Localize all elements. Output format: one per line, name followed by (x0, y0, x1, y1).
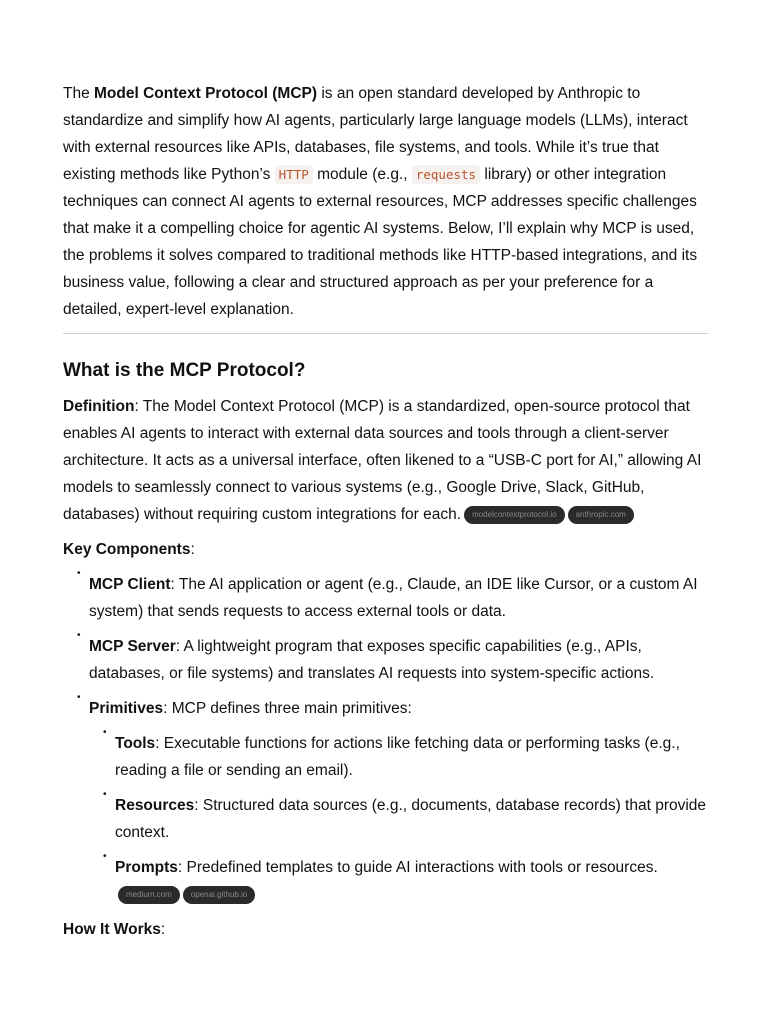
bullet-icon: • (77, 630, 81, 641)
bullet-icon: • (77, 568, 81, 579)
key-components-colon: : (190, 541, 195, 558)
list-item (89, 727, 708, 784)
intro-paragraph (63, 80, 708, 323)
list-item (63, 630, 708, 687)
source-chip-anthropic[interactable]: anthropic.com (568, 506, 634, 524)
component-text: : MCP defines three main primitives: (163, 700, 412, 717)
key-components-title: Key Components (63, 541, 191, 558)
source-chip-openai-github[interactable]: openai.github.io (183, 886, 256, 904)
list-item (63, 568, 708, 625)
section-divider (63, 333, 708, 334)
how-it-works-colon: : (160, 921, 166, 938)
intro-text-3: module (e.g., (312, 166, 412, 183)
inline-code-requests: requests (412, 165, 480, 184)
component-label: Primitives (89, 700, 164, 717)
component-mcp-server (89, 633, 708, 687)
key-components-label (63, 536, 708, 563)
source-chip-modelcontextprotocol[interactable]: modelcontextprotocol.io (464, 506, 565, 524)
list-item (63, 692, 708, 908)
component-text: : A lightweight program that exposes specific capabilities (e.g., APIs, databases, or file systems) and translates AI requests into system-specific actions. (89, 638, 655, 682)
list-item (89, 851, 708, 908)
primitive-resources (115, 792, 708, 846)
intro-text-2: is an open standard developed by Anthropic to standardize and simplify how AI agents, particularly large language models (LLMs), interact with external resources like APIs, databases, file systems, and tools. While it’s true that existing methods like Python’s (63, 85, 688, 183)
bullet-icon: • (103, 789, 107, 800)
component-label: MCP Client (89, 576, 171, 593)
primitive-text: : Structured data sources (e.g., documents, database records) that provide context. (115, 797, 707, 841)
how-it-works-title: How It Works (63, 921, 161, 938)
primitive-text: : Executable functions for actions like fetching data or performing tasks (e.g., reading a file or sending an email). (115, 735, 680, 779)
list-item (89, 789, 708, 846)
component-primitives (89, 695, 708, 722)
intro-text-1: The (63, 85, 95, 102)
primitive-text: : Predefined templates to guide AI interactions with tools or resources. (177, 859, 658, 876)
primitive-label: Tools (115, 735, 156, 752)
inline-code-http: HTTP (275, 165, 313, 184)
primitive-label: Prompts (115, 859, 178, 876)
definition-label: Definition (63, 398, 135, 415)
source-chip-medium[interactable]: medium.com (118, 886, 180, 904)
bullet-icon: • (77, 692, 81, 703)
primitive-label: Resources (115, 797, 195, 814)
how-it-works-label (63, 916, 708, 943)
definition-paragraph (63, 393, 708, 528)
component-mcp-client (89, 571, 708, 625)
intro-text-4: library) or other integration techniques can connect AI agents to external resources, MCP addresses specific challenges that make it a compelling choice for agentic AI systems. Below, I’ll explain why MCP is used, the problems it solves compared to traditional methods like HTTP-based integrations, and its business value, following a clear and structured approach as per your preference for a detailed, expert-level explanation. (63, 166, 698, 318)
component-label: MCP Server (89, 638, 176, 655)
bullet-icon: • (103, 727, 107, 738)
bullet-icon: • (103, 851, 107, 862)
section-heading: What is the MCP Protocol? (63, 360, 306, 381)
primitive-tools (115, 730, 708, 784)
component-text: : The AI application or agent (e.g., Claude, an IDE like Cursor, or a custom AI system) that sends requests to access external tools or data. (89, 576, 698, 620)
definition-text: : The Model Context Protocol (MCP) is a standardized, open-source protocol that enables AI agents to interact with external data sources and tools through a client-server architecture. It acts as a universal interface, often likened to a “USB-C port for AI,” allowing AI models to seamlessly connect to various systems (e.g., Google Drive, Slack, GitHub, databases) without requiring custom integrations for each. (63, 398, 702, 523)
intro-bold-term: Model Context Protocol (MCP) (94, 85, 318, 102)
article (63, 80, 708, 943)
primitive-prompts (115, 854, 708, 908)
components-list (63, 568, 708, 908)
primitives-list (89, 727, 708, 908)
